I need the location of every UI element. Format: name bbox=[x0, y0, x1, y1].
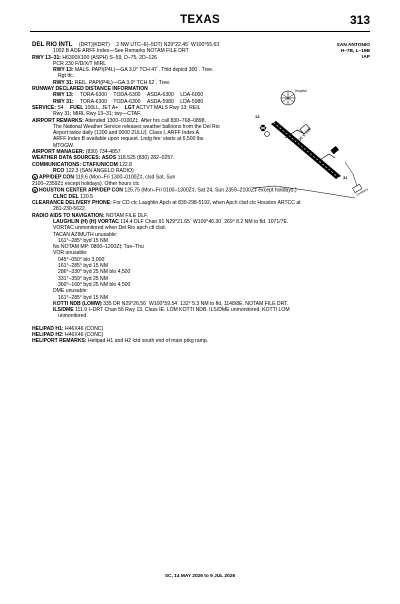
rwy-13-label: RWY 13: bbox=[53, 67, 74, 74]
declared-rwy13-label: RWY 13: bbox=[53, 92, 74, 99]
helipad-h1-value: H46X46 (CONC) bbox=[65, 325, 104, 332]
right-column-info bbox=[337, 43, 370, 61]
weather-value: 118.525 (830) 282–0257. bbox=[117, 155, 175, 162]
houston-label: HOUSTON CENTER APP/DEP CON bbox=[39, 187, 123, 194]
nav-l1: VORTAC unmonitored when Del Rio apch ctl clsd. bbox=[53, 225, 167, 232]
fuel-label: FUEL bbox=[70, 104, 84, 111]
declared-rwy31-label: RWY 31: bbox=[53, 98, 74, 105]
comms-ctaf: 122.8 bbox=[119, 161, 132, 168]
airport-name: DEL RIO INTL bbox=[32, 41, 73, 48]
clearance-cont: 281-230-5622. bbox=[53, 206, 87, 213]
fuel-value: 100LL, JET A+ bbox=[84, 104, 119, 111]
houston-value: 125.75 (Mon–Fri 0100–1300Z‡, Sat 24, Sun 2359–2100Z‡ except holidays.) bbox=[124, 187, 297, 194]
app-label: APP/DEP CON bbox=[39, 174, 75, 181]
declared-rwy31-asda: ASDA-5980 bbox=[146, 98, 174, 105]
nav-l11: DME unusable: bbox=[53, 288, 88, 295]
declared-rwy13-toda: TODA-6300 bbox=[113, 92, 141, 99]
manager-value: (830) 734-4857 bbox=[85, 149, 121, 156]
app-cont: 2100–2359Z‡ except holidays). Other hours ctc bbox=[32, 180, 140, 187]
nav-l8: 286°–330° byd 25 NM blo 4,500´ bbox=[58, 269, 133, 276]
footer-effective-dates: SC, 14 MAY 2026 to 9 JUL 2026 bbox=[164, 574, 236, 579]
rwy-1331-label: RWY 13–31: bbox=[32, 54, 61, 61]
lgt-value: ACTVT MALS Rwy 13; REIL bbox=[136, 104, 201, 111]
nav-l2: TACAN AZIMUTH unusable: bbox=[53, 231, 118, 238]
remarks-label: AIRPORT REMARKS: bbox=[32, 117, 84, 124]
radar-r-icon: R bbox=[33, 175, 37, 181]
rwy-31-label: RWY 31: bbox=[53, 79, 74, 86]
declared-rwy31-lda: LDA-5980 bbox=[180, 98, 204, 105]
page-header-state: TEXAS bbox=[180, 14, 220, 26]
hospital-symbol bbox=[281, 91, 295, 105]
helipad-h2-label: HELIPAD H2: bbox=[32, 332, 64, 339]
rco-value: 122.3 (SAN ANGELO RADIO) bbox=[65, 167, 134, 174]
app-value: 119.6 (Mon–Fri 1300–0100Z‡, clsd Sat, Sun bbox=[75, 174, 176, 181]
airport-ident: (DRT)(KDRT) bbox=[78, 42, 110, 48]
heliport-remarks-label: HELIPORT REMARKS: bbox=[32, 338, 87, 345]
remarks-text1: Attended 1300–0100Z‡. After hrs call 830–768–0898. bbox=[84, 117, 206, 124]
nav-l9: 331°–359° byd 25 NM bbox=[58, 275, 108, 282]
declared-rwy13-asda: ASDA-6300 bbox=[146, 92, 174, 99]
ils-cont: unmonitored. bbox=[58, 313, 88, 320]
clnc-label: CLNC DEL bbox=[53, 193, 79, 200]
helipad-h2-value: H46X46 (CONC) bbox=[65, 332, 104, 339]
rwy-13-value: MALS. PAPI(P4L)—GA 3.0° TCH 47´. Thld dsplcd 300´. Tree. bbox=[74, 67, 214, 74]
runway-end-31: 31 bbox=[343, 175, 348, 180]
wind-cone-icon bbox=[265, 132, 270, 137]
service-label: SERVICE: bbox=[32, 104, 56, 111]
page-number: 313 bbox=[349, 13, 370, 27]
declared-rwy31-tora: TORA-6300 bbox=[79, 98, 107, 105]
ils-label: ILS/DME bbox=[53, 307, 74, 314]
kotti-value: 335 DR N29°26.56´ W100°59.54´ 132° 5.3 NM to fld. 1148/8E. NOTAM FILE DRT. bbox=[103, 300, 289, 307]
weather-asos: ASOS bbox=[101, 155, 117, 162]
remarks-line2: The National Weather Service releases weather balloons from the Del Rio bbox=[53, 123, 220, 130]
rco-label: RCO bbox=[53, 167, 65, 174]
chart-label: H–7B, L–19B bbox=[340, 49, 370, 54]
runway-dimension-label: 6300 X 100 bbox=[294, 126, 313, 146]
hospital-label: Hospital bbox=[295, 89, 307, 93]
navaids-label: RADIO AIDS TO NAVIGATION: bbox=[32, 212, 105, 219]
rwy-31-value: REIL. PAPI(P4L)—GA 3.0° TCH 62´. Tree. bbox=[74, 79, 171, 86]
clearance-label: CLEARANCE DELIVERY PHONE: bbox=[32, 200, 112, 207]
navaids-notam: NOTAM FILE DLF. bbox=[105, 212, 149, 219]
airport-line2: 1002 B AOE ARFF Index—See Remarks NOTAM FILE DRT bbox=[53, 48, 189, 55]
iap-label: IAP bbox=[362, 55, 370, 60]
kotti-label: KOTTI NDB (LOMW) bbox=[53, 300, 102, 307]
declared-distance-label: RUNWAY DECLARED DISTANCE INFORMATION bbox=[32, 86, 148, 93]
cemetery-label: Cemetery bbox=[355, 186, 369, 197]
laughlin-value: 114.4 DLF Chan 91 N29°21.65´ W100°46.30´ 269° 8.2 NM to fld. 1071/7E. bbox=[120, 219, 289, 225]
ils-value: 111.9 I–DRT Chan 56 Rwy 13. Class IE. LOM KOTTI NDB. ILS/DME unmonitored. KOTTI LOM bbox=[75, 307, 290, 314]
manager-label: AIRPORT MANAGER: bbox=[32, 149, 85, 156]
comms-label: COMMUNICATIONS: CTAF/UNICOM bbox=[32, 161, 118, 168]
runway-end-13: 13 bbox=[255, 114, 260, 119]
nav-l12: 161°–285° byd 15 NM bbox=[58, 294, 108, 301]
nav-l5: VOR unusable: bbox=[53, 250, 88, 257]
airport-location: 2 NW UTC–6(–5DT) N29°22.45´ W100°55.63´ bbox=[116, 42, 221, 48]
weather-label: WEATHER DATA SOURCES: bbox=[32, 155, 101, 162]
header-rule bbox=[30, 31, 370, 32]
remarks-line5: MTOGW. bbox=[53, 142, 75, 149]
city-label: SAN ANTONIO bbox=[336, 43, 370, 48]
airport-diagram bbox=[245, 82, 375, 202]
rwy-13-cont: Rgt tfc. bbox=[58, 73, 75, 80]
clnc-value: 120.5 bbox=[80, 193, 93, 200]
radar-r-icon: R bbox=[33, 188, 37, 194]
rwy-1331-detail: PCR 230 F/D/X/T MIRL bbox=[53, 60, 107, 67]
road bbox=[253, 162, 357, 198]
nav-l6: 045°–050° blo 3,000´ bbox=[58, 256, 106, 263]
remarks-line3: Airport twice daily (1200 and 0000 ZULU). Class I, ARFF Index A. bbox=[53, 130, 201, 137]
nav-l4: No NOTAM MP: 0800–1200Z‡ Tue–Thu bbox=[53, 244, 144, 251]
laughlin-label: LAUGHLIN (H) (H) VORTAC bbox=[53, 219, 119, 225]
lgt-label: LGT bbox=[124, 104, 135, 111]
beacon-icon bbox=[258, 125, 268, 131]
heliport-remarks-value: Helipad H1 and H2 lctd south end of main prkg ramp. bbox=[88, 338, 209, 345]
nav-l3: 161°–285° byd 15 NM bbox=[58, 237, 108, 244]
clearance-value: For CD ctc Laughlin Apch at 830-298-5192, when Apch clsd ctc Houston ARTCC at bbox=[113, 200, 301, 207]
declared-rwy31-toda: TODA-6300 bbox=[113, 98, 141, 105]
nav-l7: 161°–285° byd 15 NM bbox=[58, 263, 108, 270]
lgt-cont: Rwy 31; MIRL Rwy 13–31; twy—CTAF. bbox=[53, 111, 142, 118]
rwy-1331-value: H6300X100 (ASPH) S–59, D–75, 2D–126 bbox=[62, 54, 157, 61]
heliport-remarks-line bbox=[32, 338, 302, 344]
nav-l10: 360°–160° byd 25 NM blo 4,500´ bbox=[58, 281, 133, 288]
declared-rwy13-tora: TORA-6300 bbox=[79, 92, 107, 99]
declared-rwy13-lda: LDA-6000 bbox=[180, 92, 204, 99]
remarks-line4: ARFF Index B available upon request. Lndg fee: starts at 6,500 lbs bbox=[53, 136, 204, 143]
service-s4: S4 bbox=[57, 104, 64, 111]
helipad-h1-label: HELIPAD H1: bbox=[32, 325, 64, 332]
